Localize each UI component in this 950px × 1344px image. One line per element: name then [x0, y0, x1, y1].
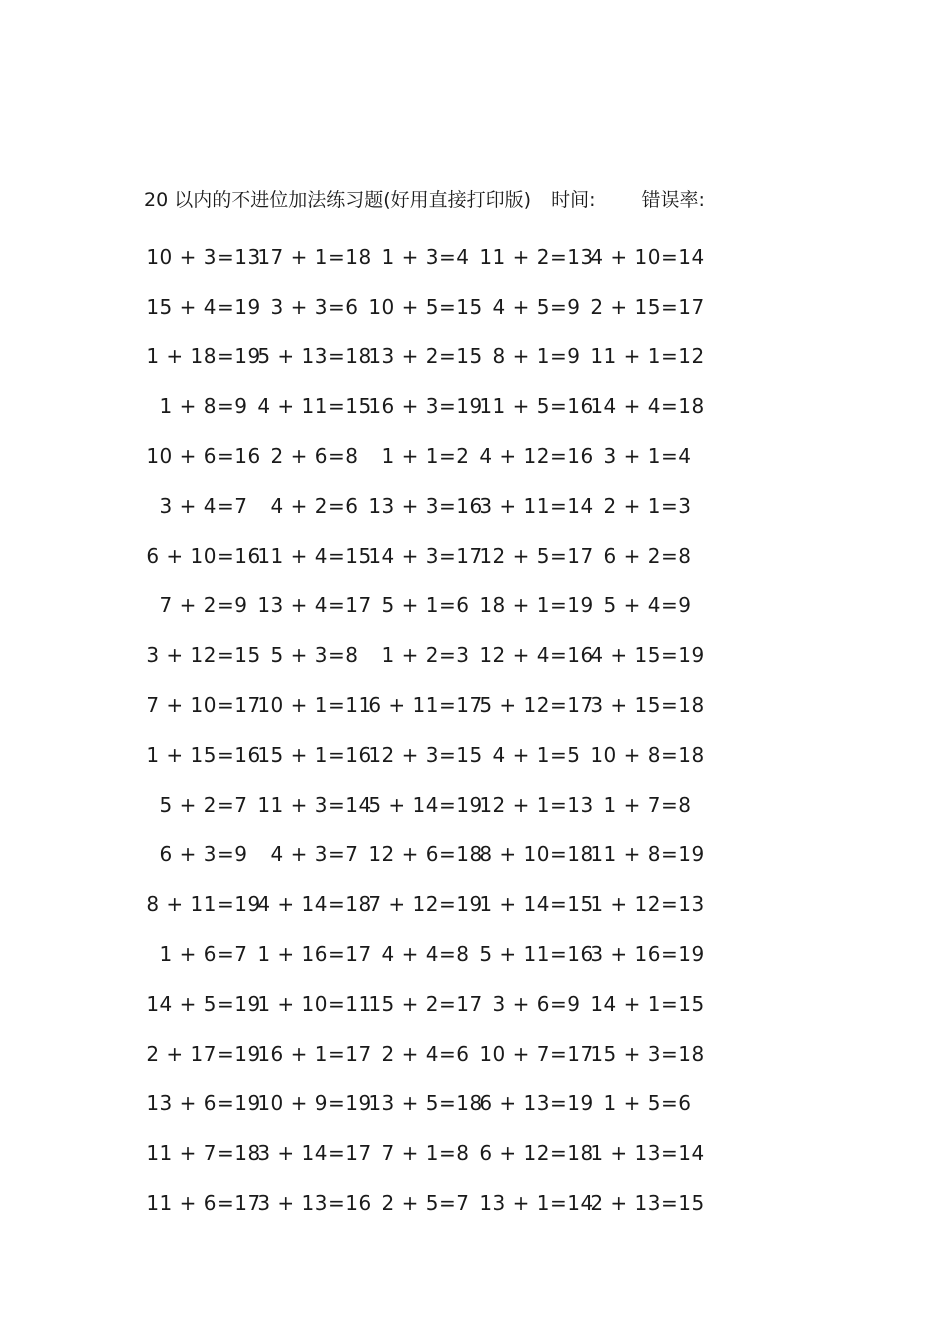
problem-cell — [481, 544, 592, 568]
addition-equation: 5 + 1=6 — [381, 593, 470, 618]
addition-equation: 3 + 3=6 — [270, 294, 359, 319]
problem-cell — [481, 444, 592, 468]
addition-equation: 1 + 3=4 — [381, 244, 470, 269]
problem-cell — [370, 1191, 481, 1215]
addition-equation: 4 + 14=18 — [257, 892, 372, 917]
addition-equation: 3 + 6=9 — [492, 991, 581, 1016]
problem-cell — [259, 842, 370, 866]
addition-equation: 6 + 2=8 — [603, 543, 692, 568]
problem-cell — [148, 992, 259, 1016]
addition-equation: 10 + 5=15 — [368, 294, 483, 319]
problem-cell — [148, 743, 259, 767]
addition-equation: 2 + 15=17 — [590, 294, 705, 319]
problem-cell — [148, 1042, 259, 1066]
problem-cell — [592, 394, 703, 418]
addition-equation: 4 + 11=15 — [257, 394, 372, 419]
problem-cell — [259, 942, 370, 966]
addition-equation: 11 + 1=12 — [590, 344, 705, 369]
problem-cell — [370, 1042, 481, 1066]
problem-cell — [370, 643, 481, 667]
addition-equation: 12 + 1=13 — [479, 792, 594, 817]
problem-cell — [481, 992, 592, 1016]
problem-cell — [592, 593, 703, 617]
addition-equation: 5 + 4=9 — [603, 593, 692, 618]
addition-equation: 13 + 2=15 — [368, 344, 483, 369]
addition-equation: 13 + 4=17 — [257, 593, 372, 618]
addition-equation: 2 + 6=8 — [270, 444, 359, 469]
addition-equation: 1 + 12=13 — [590, 892, 705, 917]
error-rate-label: 错误率: — [641, 189, 705, 211]
problem-cell — [592, 295, 703, 319]
addition-equation: 11 + 7=18 — [146, 1141, 261, 1166]
problem-cell — [481, 1042, 592, 1066]
problem-row — [148, 481, 728, 531]
problem-cell — [259, 693, 370, 717]
problem-row — [148, 830, 728, 880]
problem-row — [148, 879, 728, 929]
addition-equation: 1 + 14=15 — [479, 892, 594, 917]
problem-cell — [259, 494, 370, 518]
problem-cell — [148, 444, 259, 468]
addition-equation: 6 + 10=16 — [146, 543, 261, 568]
problem-cell — [481, 1091, 592, 1115]
problem-cell — [259, 643, 370, 667]
addition-equation: 15 + 3=18 — [590, 1041, 705, 1066]
problem-cell — [481, 593, 592, 617]
problem-row — [148, 780, 728, 830]
addition-equation: 11 + 4=15 — [257, 543, 372, 568]
problem-cell — [370, 842, 481, 866]
problem-cell — [481, 892, 592, 916]
addition-equation: 16 + 1=17 — [257, 1041, 372, 1066]
problem-cell — [592, 693, 703, 717]
problem-cell — [259, 444, 370, 468]
problem-cell — [370, 295, 481, 319]
problem-cell — [259, 743, 370, 767]
addition-equation: 5 + 13=18 — [257, 344, 372, 369]
problem-cell — [481, 394, 592, 418]
worksheet-title: 20 以内的不进位加法练习题(好用直接打印版) — [144, 189, 532, 211]
addition-equation: 5 + 11=16 — [479, 942, 594, 967]
problem-cell — [481, 1191, 592, 1215]
addition-equation: 10 + 9=19 — [257, 1091, 372, 1116]
problem-cell — [259, 1091, 370, 1115]
addition-equation: 4 + 4=8 — [381, 942, 470, 967]
addition-equation: 18 + 1=19 — [479, 593, 594, 618]
addition-equation: 6 + 11=17 — [368, 693, 483, 718]
addition-equation: 3 + 4=7 — [159, 493, 248, 518]
addition-equation: 2 + 1=3 — [603, 493, 692, 518]
problem-cell — [370, 344, 481, 368]
problem-cell — [259, 1191, 370, 1215]
addition-equation: 1 + 1=2 — [381, 444, 470, 469]
problem-row — [148, 1029, 728, 1079]
problem-cell — [148, 593, 259, 617]
problem-cell — [148, 394, 259, 418]
problem-cell — [592, 1091, 703, 1115]
problem-cell — [148, 693, 259, 717]
problem-row — [148, 531, 728, 581]
addition-equation: 12 + 4=16 — [479, 643, 594, 668]
problem-cell — [370, 892, 481, 916]
addition-equation: 4 + 1=5 — [492, 742, 581, 767]
addition-equation: 6 + 3=9 — [159, 842, 248, 867]
problem-cell — [370, 992, 481, 1016]
addition-equation: 11 + 8=19 — [590, 842, 705, 867]
addition-equation: 5 + 2=7 — [159, 792, 248, 817]
addition-equation: 1 + 16=17 — [257, 942, 372, 967]
addition-equation: 13 + 6=19 — [146, 1091, 261, 1116]
addition-equation: 3 + 11=14 — [479, 493, 594, 518]
addition-equation: 6 + 12=18 — [479, 1141, 594, 1166]
problem-cell — [259, 295, 370, 319]
problem-cell — [259, 593, 370, 617]
problem-cell — [592, 743, 703, 767]
addition-equation: 7 + 2=9 — [159, 593, 248, 618]
problem-row — [148, 1079, 728, 1129]
problem-cell — [148, 643, 259, 667]
addition-equation: 4 + 15=19 — [590, 643, 705, 668]
problem-cell — [481, 842, 592, 866]
addition-equation: 5 + 14=19 — [368, 792, 483, 817]
problem-cell — [481, 643, 592, 667]
problem-row — [148, 431, 728, 481]
problem-cell — [148, 892, 259, 916]
addition-equation: 12 + 3=15 — [368, 742, 483, 767]
problem-cell — [592, 793, 703, 817]
problem-row — [148, 232, 728, 282]
addition-equation: 11 + 6=17 — [146, 1191, 261, 1216]
addition-equation: 12 + 6=18 — [368, 842, 483, 867]
addition-equation: 3 + 16=19 — [590, 942, 705, 967]
addition-equation: 2 + 13=15 — [590, 1191, 705, 1216]
problem-cell — [370, 793, 481, 817]
problem-cell — [481, 793, 592, 817]
addition-equation: 8 + 1=9 — [492, 344, 581, 369]
problem-cell — [148, 842, 259, 866]
addition-equation: 3 + 12=15 — [146, 643, 261, 668]
problem-cell — [592, 1191, 703, 1215]
problem-cell — [148, 1091, 259, 1115]
problem-cell — [148, 544, 259, 568]
addition-equation: 1 + 15=16 — [146, 742, 261, 767]
problem-cell — [370, 942, 481, 966]
addition-equation: 13 + 1=14 — [479, 1191, 594, 1216]
problem-cell — [148, 793, 259, 817]
addition-equation: 1 + 10=11 — [257, 991, 372, 1016]
addition-equation: 15 + 4=19 — [146, 294, 261, 319]
problem-cell — [370, 394, 481, 418]
addition-equation: 7 + 12=19 — [368, 892, 483, 917]
problem-cell — [592, 444, 703, 468]
addition-equation: 16 + 3=19 — [368, 394, 483, 419]
problem-cell — [148, 344, 259, 368]
problem-cell — [592, 544, 703, 568]
problem-cell — [259, 1042, 370, 1066]
problem-row — [148, 282, 728, 332]
addition-equation: 4 + 2=6 — [270, 493, 359, 518]
problem-cell — [592, 1042, 703, 1066]
addition-equation: 1 + 8=9 — [159, 394, 248, 419]
addition-equation: 15 + 2=17 — [368, 991, 483, 1016]
addition-equation: 8 + 11=19 — [146, 892, 261, 917]
addition-equation: 14 + 1=15 — [590, 991, 705, 1016]
addition-equation: 12 + 5=17 — [479, 543, 594, 568]
problem-cell — [259, 245, 370, 269]
addition-equation: 10 + 1=11 — [257, 693, 372, 718]
problem-cell — [481, 1141, 592, 1165]
addition-equation: 14 + 4=18 — [590, 394, 705, 419]
problem-cell — [592, 1141, 703, 1165]
addition-equation: 6 + 13=19 — [479, 1091, 594, 1116]
addition-equation: 1 + 5=6 — [603, 1091, 692, 1116]
problem-cell — [148, 295, 259, 319]
problem-cell — [259, 892, 370, 916]
addition-equation: 1 + 2=3 — [381, 643, 470, 668]
addition-equation: 3 + 1=4 — [603, 444, 692, 469]
problem-cell — [259, 394, 370, 418]
problem-cell — [370, 593, 481, 617]
problem-cell — [259, 344, 370, 368]
addition-equation: 3 + 15=18 — [590, 693, 705, 718]
problem-cell — [481, 942, 592, 966]
addition-equation: 1 + 13=14 — [590, 1141, 705, 1166]
problem-row — [148, 581, 728, 631]
problem-cell — [370, 544, 481, 568]
addition-equation: 7 + 10=17 — [146, 693, 261, 718]
addition-equation: 3 + 13=16 — [257, 1191, 372, 1216]
problem-cell — [259, 793, 370, 817]
problem-cell — [370, 245, 481, 269]
addition-equation: 5 + 3=8 — [270, 643, 359, 668]
addition-equation: 8 + 10=18 — [479, 842, 594, 867]
addition-equation: 1 + 7=8 — [603, 792, 692, 817]
problem-grid — [148, 232, 728, 1228]
problem-row — [148, 630, 728, 680]
problem-cell — [592, 942, 703, 966]
problem-cell — [148, 494, 259, 518]
addition-equation: 15 + 1=16 — [257, 742, 372, 767]
addition-equation: 13 + 3=16 — [368, 493, 483, 518]
addition-equation: 1 + 6=7 — [159, 942, 248, 967]
problem-cell — [370, 743, 481, 767]
problem-cell — [481, 693, 592, 717]
problem-cell — [259, 544, 370, 568]
addition-equation: 4 + 12=16 — [479, 444, 594, 469]
addition-equation: 2 + 5=7 — [381, 1191, 470, 1216]
problem-row — [148, 929, 728, 979]
problem-cell — [592, 643, 703, 667]
addition-equation: 7 + 1=8 — [381, 1141, 470, 1166]
addition-equation: 4 + 5=9 — [492, 294, 581, 319]
addition-equation: 14 + 3=17 — [368, 543, 483, 568]
problem-cell — [370, 1141, 481, 1165]
addition-equation: 2 + 17=19 — [146, 1041, 261, 1066]
problem-cell — [148, 1191, 259, 1215]
problem-row — [148, 381, 728, 431]
problem-cell — [481, 344, 592, 368]
problem-cell — [481, 295, 592, 319]
addition-equation: 1 + 18=19 — [146, 344, 261, 369]
problem-cell — [592, 344, 703, 368]
problem-cell — [370, 444, 481, 468]
addition-equation: 4 + 3=7 — [270, 842, 359, 867]
addition-equation: 17 + 1=18 — [257, 244, 372, 269]
problem-cell — [148, 942, 259, 966]
problem-cell — [481, 743, 592, 767]
problem-row — [148, 680, 728, 730]
addition-equation: 11 + 5=16 — [479, 394, 594, 419]
problem-cell — [259, 992, 370, 1016]
addition-equation: 14 + 5=19 — [146, 991, 261, 1016]
problem-cell — [592, 494, 703, 518]
addition-equation: 10 + 7=17 — [479, 1041, 594, 1066]
time-label: 时间: — [551, 189, 596, 211]
addition-equation: 10 + 6=16 — [146, 444, 261, 469]
problem-cell — [592, 245, 703, 269]
problem-cell — [370, 1091, 481, 1115]
addition-equation: 4 + 10=14 — [590, 244, 705, 269]
problem-cell — [148, 245, 259, 269]
addition-equation: 10 + 3=13 — [146, 244, 261, 269]
problem-row — [148, 1178, 728, 1228]
problem-row — [148, 979, 728, 1029]
problem-cell — [481, 245, 592, 269]
problem-cell — [592, 992, 703, 1016]
addition-equation: 13 + 5=18 — [368, 1091, 483, 1116]
problem-cell — [592, 892, 703, 916]
addition-equation: 3 + 14=17 — [257, 1141, 372, 1166]
addition-equation: 5 + 12=17 — [479, 693, 594, 718]
problem-cell — [592, 842, 703, 866]
problem-cell — [481, 494, 592, 518]
addition-equation: 10 + 8=18 — [590, 742, 705, 767]
addition-equation: 11 + 3=14 — [257, 792, 372, 817]
addition-equation: 11 + 2=13 — [479, 244, 594, 269]
problem-row — [148, 332, 728, 382]
addition-equation: 2 + 4=6 — [381, 1041, 470, 1066]
problem-row — [148, 730, 728, 780]
problem-cell — [370, 494, 481, 518]
problem-row — [148, 1128, 728, 1178]
problem-cell — [148, 1141, 259, 1165]
problem-cell — [370, 693, 481, 717]
worksheet-header — [144, 186, 705, 214]
problem-cell — [259, 1141, 370, 1165]
